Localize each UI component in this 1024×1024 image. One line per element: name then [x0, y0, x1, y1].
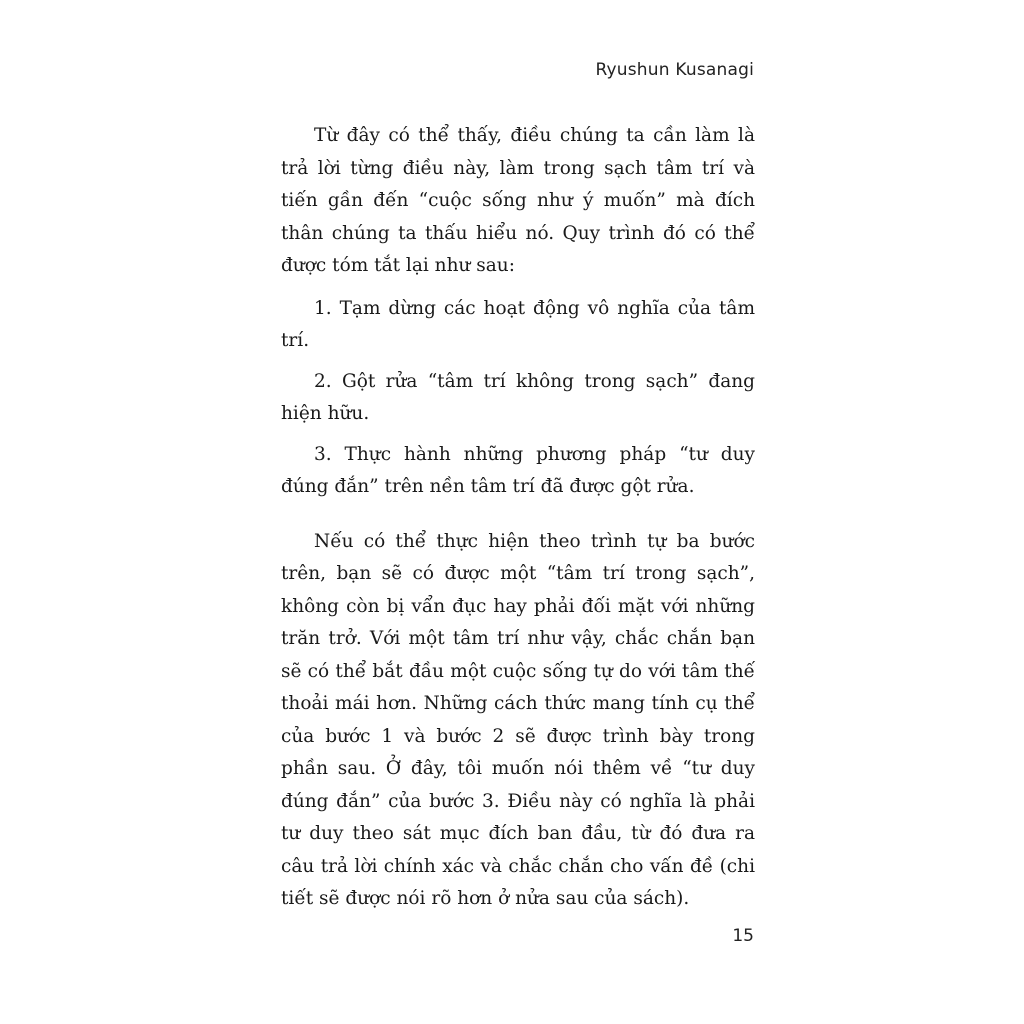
page-number: 15: [732, 926, 754, 946]
running-head-author: Ryushun Kusanagi: [595, 60, 754, 80]
list-item-step-1: 1. Tạm dừng các hoạt động vô nghĩa của tâm trí.: [281, 297, 755, 351]
paragraph-intro: Từ đây có thể thấy, điều chúng ta cần làm là trả lời từng điều này, làm trong sạch tâm trí và tiến gần đến “cuộc sống như ý muốn” mà đích thân chúng ta thấu hiểu nó. Quy trình đó có thể được tóm tắt lại như sau:: [281, 125, 755, 276]
list-item-step-2: 2. Gột rửa “tâm trí không trong sạch” đang hiện hữu.: [281, 370, 755, 424]
list-item-step-3: 3. Thực hành những phương pháp “tư duy đúng đắn” trên nền tâm trí đã được gột rửa.: [281, 443, 755, 497]
page-body: [281, 120, 755, 916]
paragraph-spacer: [281, 504, 755, 526]
paragraph-explanation: Nếu có thể thực hiện theo trình tự ba bước trên, bạn sẽ có được một “tâm trí trong sạch”, không còn bị vẩn đục hay phải đối mặt với những trăn trở. Với một tâm trí như vậy, chắc chắn bạn sẽ có thể bắt đầu một cuộc sống tự do với tâm thế thoải mái hơn. Những cách thức mang tính cụ thể của bước 1 và bước 2 sẽ được trình bày trong phần sau. Ở đây, tôi muốn nói thêm về “tư duy đúng đắn” của bước 3. Điều này có nghĩa là phải tư duy theo sát mục đích ban đầu, từ đó đưa ra câu trả lời chính xác và chắc chắn cho vấn đề (chi tiết sẽ được nói rõ hơn ở nửa sau của sách).: [281, 530, 755, 909]
